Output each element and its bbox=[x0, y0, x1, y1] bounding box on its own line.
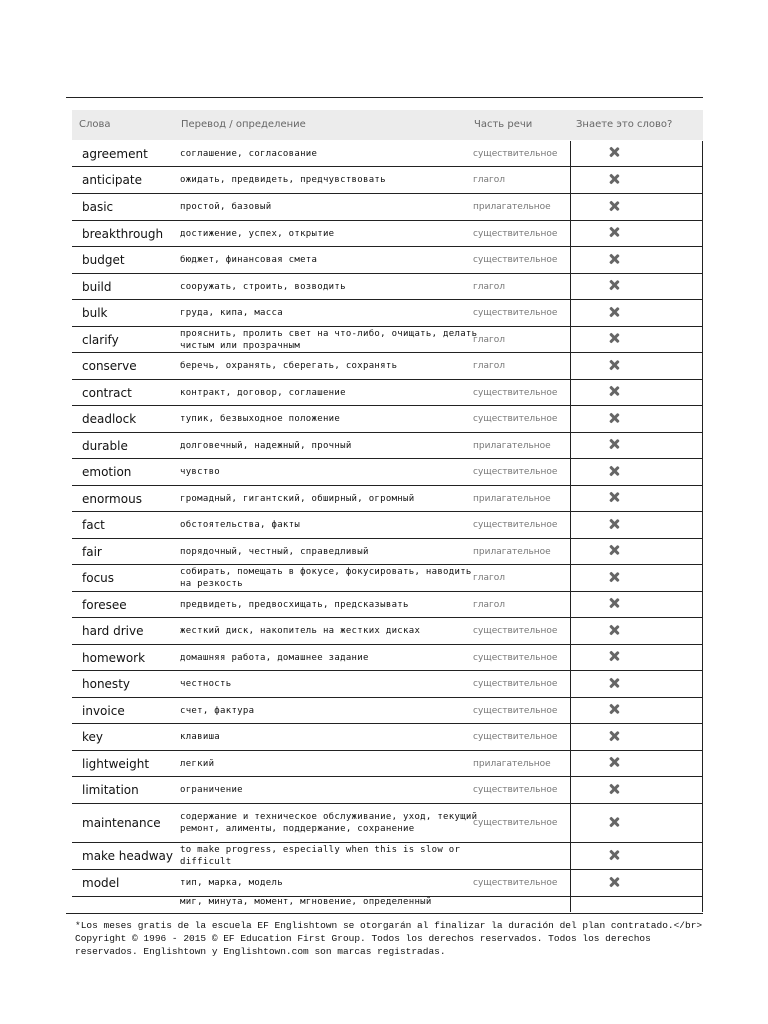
know-cell bbox=[570, 565, 703, 592]
translation-cell: прояснить, пролить свет на что-либо, очищать, делать чистым или прозрачным bbox=[180, 328, 478, 351]
part-of-speech-cell: существительное bbox=[473, 785, 558, 795]
table-row bbox=[72, 433, 703, 459]
table-row bbox=[72, 645, 703, 671]
table-row bbox=[72, 300, 703, 327]
part-of-speech-cell: прилагательное bbox=[473, 493, 551, 504]
table-row bbox=[72, 459, 703, 486]
know-cell bbox=[570, 777, 703, 804]
table-row bbox=[72, 247, 703, 274]
word-cell: honesty bbox=[82, 677, 130, 691]
know-cell bbox=[570, 194, 703, 221]
footer-trademarks: reservados. Englishtown y Englishtown.com son marcas registradas. bbox=[75, 946, 446, 957]
know-cell bbox=[570, 870, 703, 897]
part-of-speech-cell: существительное bbox=[473, 705, 558, 716]
table-row bbox=[72, 724, 703, 751]
know-cell bbox=[570, 380, 703, 406]
close-x-icon[interactable] bbox=[608, 756, 620, 768]
know-cell bbox=[570, 618, 703, 645]
part-of-speech-cell: существительное bbox=[473, 255, 558, 265]
translation-cell: контракт, договор, соглашение bbox=[180, 387, 346, 398]
translation-cell: долговечный, надежный, прочный bbox=[180, 440, 352, 451]
part-of-speech-cell: существительное bbox=[473, 414, 558, 424]
header-know-word: Знаете это слово? bbox=[576, 119, 673, 130]
top-rule bbox=[66, 97, 703, 98]
part-of-speech-cell: существительное bbox=[473, 308, 558, 318]
translation-cell: тупик, безвыходное положение bbox=[180, 414, 341, 424]
word-cell: breakthrough bbox=[82, 226, 164, 241]
vocabulary-table bbox=[72, 141, 703, 897]
part-of-speech-cell: прилагательное bbox=[473, 440, 551, 451]
translation-cell: сооружать, строить, возводить bbox=[180, 281, 346, 292]
translation-cell: соглашение, согласование bbox=[180, 148, 318, 159]
close-x-icon[interactable] bbox=[608, 412, 620, 424]
table-row bbox=[72, 327, 703, 353]
close-x-icon[interactable] bbox=[608, 332, 620, 344]
part-of-speech-cell: существительное bbox=[473, 878, 558, 888]
know-cell bbox=[570, 167, 703, 194]
part-of-speech-cell: глагол bbox=[473, 361, 505, 371]
table-row bbox=[72, 804, 703, 843]
translation-cell: жесткий диск, накопитель на жестких дисках bbox=[180, 626, 421, 636]
table-row-partial bbox=[72, 894, 703, 912]
know-cell bbox=[570, 804, 703, 843]
close-x-icon[interactable] bbox=[608, 597, 620, 609]
know-cell bbox=[570, 645, 703, 671]
word-cell: contract bbox=[82, 385, 132, 400]
know-cell bbox=[570, 592, 703, 618]
table-row bbox=[72, 380, 703, 406]
know-cell bbox=[570, 327, 703, 353]
know-cell bbox=[570, 353, 703, 380]
close-x-icon[interactable] bbox=[608, 385, 620, 397]
close-x-icon[interactable] bbox=[608, 253, 620, 265]
word-cell: lightweight bbox=[82, 756, 150, 771]
part-of-speech-cell: существительное bbox=[473, 148, 558, 159]
close-x-icon[interactable] bbox=[608, 544, 620, 556]
word-cell: conserve bbox=[82, 359, 137, 373]
close-x-icon[interactable] bbox=[608, 491, 620, 503]
table-row bbox=[72, 539, 703, 565]
close-x-icon[interactable] bbox=[608, 306, 620, 318]
close-x-icon[interactable] bbox=[608, 783, 620, 795]
part-of-speech-cell: существительное bbox=[473, 679, 558, 689]
table-row bbox=[72, 406, 703, 433]
table-row bbox=[72, 618, 703, 645]
word-cell: model bbox=[82, 876, 120, 890]
footer-note: *Los meses gratis de la escuela EF Englishtown se otorgarán al finalizar la duración del plan contratado.</br> bbox=[75, 920, 703, 931]
know-cell bbox=[570, 300, 703, 327]
translation-cell: содержание и техническое обслуживание, уход, текущий ремонт, алименты, поддержание, сохранение bbox=[180, 812, 478, 834]
part-of-speech-cell: существительное bbox=[473, 652, 558, 663]
word-cell: limitation bbox=[82, 783, 139, 797]
table-row bbox=[72, 870, 703, 897]
translation-cell: честность bbox=[180, 679, 232, 689]
part-of-speech-cell: прилагательное bbox=[473, 758, 551, 769]
translation-cell: беречь, охранять, сберегать, сохранять bbox=[180, 361, 398, 371]
word-cell: hard drive bbox=[82, 624, 144, 638]
close-x-icon[interactable] bbox=[608, 876, 620, 888]
word-cell: emotion bbox=[82, 465, 132, 479]
part-of-speech-cell: глагол bbox=[473, 281, 505, 292]
know-cell bbox=[570, 247, 703, 274]
part-of-speech-cell: существительное bbox=[473, 818, 558, 828]
close-x-icon[interactable] bbox=[608, 465, 620, 477]
part-of-speech-cell: глагол bbox=[473, 334, 505, 345]
know-cell bbox=[570, 698, 703, 724]
part-of-speech-cell: прилагательное bbox=[473, 546, 551, 557]
table-row bbox=[72, 512, 703, 539]
header-translation: Перевод / определение bbox=[181, 119, 306, 130]
word-cell: anticipate bbox=[82, 173, 142, 187]
table-row bbox=[72, 777, 703, 804]
know-cell bbox=[570, 724, 703, 751]
translation-cell: ограничение bbox=[180, 785, 243, 795]
know-cell bbox=[570, 671, 703, 698]
table-row bbox=[72, 221, 703, 247]
word-cell: enormous bbox=[82, 491, 142, 506]
footer bbox=[75, 919, 703, 958]
table-row bbox=[72, 751, 703, 777]
table-row bbox=[72, 843, 703, 870]
table-row bbox=[72, 565, 703, 592]
translation-cell: чувство bbox=[180, 467, 221, 477]
close-x-icon[interactable] bbox=[608, 816, 620, 828]
word-cell: foresee bbox=[82, 597, 127, 612]
word-cell: homework bbox=[82, 650, 146, 665]
close-x-icon[interactable] bbox=[608, 200, 620, 212]
close-x-icon[interactable] bbox=[608, 849, 620, 861]
close-x-icon[interactable] bbox=[608, 279, 620, 291]
know-cell bbox=[570, 141, 703, 167]
part-of-speech-cell: существительное bbox=[473, 387, 558, 398]
word-cell: focus bbox=[82, 571, 115, 585]
know-cell bbox=[570, 751, 703, 777]
part-of-speech-cell: глагол bbox=[473, 599, 505, 610]
translation-cell: to make progress, especially when this is slow or difficult bbox=[180, 845, 461, 867]
know-cell bbox=[570, 433, 703, 459]
know-cell bbox=[570, 274, 703, 300]
close-x-icon[interactable] bbox=[608, 359, 620, 371]
translation-cell: громадный, гигантский, обширный, огромный bbox=[180, 493, 415, 504]
part-of-speech-cell: существительное bbox=[473, 228, 558, 239]
part-of-speech-cell: существительное bbox=[473, 467, 558, 477]
word-cell: bulk bbox=[82, 306, 108, 320]
know-cell bbox=[570, 539, 703, 565]
close-x-icon[interactable] bbox=[608, 226, 620, 238]
translation-cell: миг, минута, момент, мгновение, определенный bbox=[180, 897, 432, 907]
part-of-speech-cell: глагол bbox=[473, 175, 505, 185]
know-cell bbox=[570, 894, 703, 912]
word-cell: durable bbox=[82, 438, 128, 453]
table-row bbox=[72, 141, 703, 167]
translation-cell: легкий bbox=[180, 758, 215, 769]
header-word: Слова bbox=[79, 119, 111, 130]
word-cell: clarify bbox=[82, 332, 119, 347]
word-cell: agreement bbox=[82, 146, 148, 161]
word-cell: invoice bbox=[82, 703, 125, 718]
know-cell bbox=[570, 512, 703, 539]
header-part-of-speech: Часть речи bbox=[474, 119, 533, 130]
table-row bbox=[72, 274, 703, 300]
translation-cell: тип, марка, модель bbox=[180, 878, 283, 888]
word-cell: basic bbox=[82, 200, 114, 214]
table-row bbox=[72, 167, 703, 194]
footer-copyright: Copyright © 1996 - 2015 © EF Education First Group. Todos los derechos reservados. Todos los derechos bbox=[75, 933, 651, 944]
table-row bbox=[72, 698, 703, 724]
table-row bbox=[72, 671, 703, 698]
close-x-icon[interactable] bbox=[608, 624, 620, 636]
translation-cell: домашняя работа, домашнее задание bbox=[180, 652, 369, 663]
close-x-icon[interactable] bbox=[608, 730, 620, 742]
part-of-speech-cell: существительное bbox=[473, 626, 558, 636]
know-cell bbox=[570, 843, 703, 870]
close-x-icon[interactable] bbox=[608, 650, 620, 662]
table-row bbox=[72, 194, 703, 221]
close-x-icon[interactable] bbox=[608, 173, 620, 185]
table-row bbox=[72, 486, 703, 512]
close-x-icon[interactable] bbox=[608, 518, 620, 530]
table-row bbox=[72, 592, 703, 618]
close-x-icon[interactable] bbox=[608, 703, 620, 715]
know-cell bbox=[570, 459, 703, 486]
word-cell: budget bbox=[82, 253, 125, 267]
word-cell: key bbox=[82, 730, 104, 744]
translation-cell: достижение, успех, открытие bbox=[180, 228, 335, 239]
translation-cell: клавиша bbox=[180, 732, 221, 742]
know-cell bbox=[570, 486, 703, 512]
close-x-icon[interactable] bbox=[608, 438, 620, 450]
know-cell bbox=[570, 221, 703, 247]
table-row bbox=[72, 353, 703, 380]
translation-cell: ожидать, предвидеть, предчувствовать bbox=[180, 175, 386, 185]
translation-cell: собирать, помещать в фокусе, фокусировать, наводить на резкость bbox=[180, 567, 472, 589]
translation-cell: предвидеть, предвосхищать, предсказывать bbox=[180, 599, 409, 610]
translation-cell: обстоятельства, факты bbox=[180, 520, 301, 530]
translation-cell: счет, фактура bbox=[180, 705, 255, 716]
footer-rule bbox=[66, 913, 703, 914]
close-x-icon[interactable] bbox=[608, 677, 620, 689]
word-cell: make headway bbox=[82, 849, 173, 863]
word-cell: fair bbox=[82, 544, 102, 559]
know-cell bbox=[570, 406, 703, 433]
close-x-icon[interactable] bbox=[608, 571, 620, 583]
translation-cell: бюджет, финансовая смета bbox=[180, 255, 318, 265]
word-cell: build bbox=[82, 279, 112, 294]
part-of-speech-cell: существительное bbox=[473, 732, 558, 742]
part-of-speech-cell: глагол bbox=[473, 573, 505, 583]
translation-cell: простой, базовый bbox=[180, 202, 272, 212]
close-x-icon[interactable] bbox=[608, 146, 620, 158]
part-of-speech-cell: существительное bbox=[473, 520, 558, 530]
word-cell: fact bbox=[82, 518, 105, 532]
translation-cell: груда, кипа, масса bbox=[180, 308, 283, 318]
word-cell: deadlock bbox=[82, 412, 137, 426]
word-cell: maintenance bbox=[82, 816, 161, 830]
translation-cell: порядочный, честный, справедливый bbox=[180, 546, 369, 557]
part-of-speech-cell: прилагательное bbox=[473, 202, 551, 212]
